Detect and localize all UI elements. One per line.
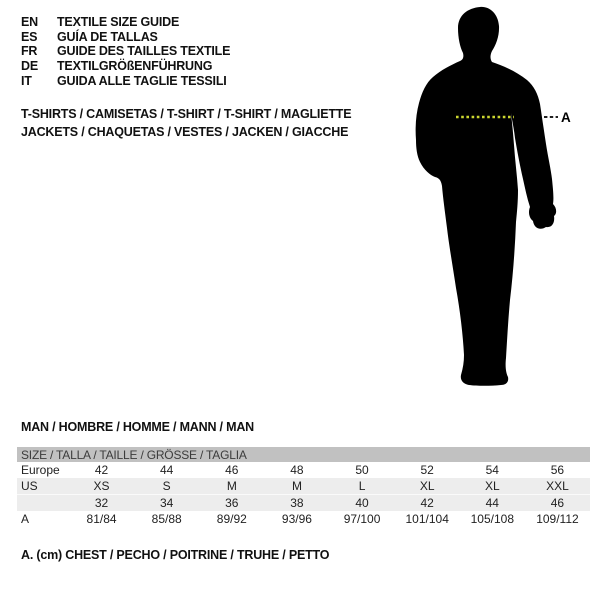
language-code: ES <box>21 29 38 44</box>
language-label: TEXTILGRÖßENFÜHRUNG <box>57 59 213 74</box>
size-table-wrap <box>17 447 590 527</box>
measure-label-a: A <box>561 110 571 125</box>
size-cell: L <box>330 478 395 495</box>
size-cell: M <box>199 478 264 495</box>
size-cell: 109/112 <box>536 512 579 526</box>
size-table <box>17 447 590 527</box>
category-line-tshirts: T-SHIRTS / CAMISETAS / T-SHIRT / T-SHIRT / MAGLIETTE <box>21 107 352 121</box>
language-code: IT <box>21 73 32 88</box>
size-cell: 81/84 <box>86 512 117 526</box>
language-row <box>21 44 230 59</box>
size-cell: 93/96 <box>281 512 312 526</box>
footnote-chest: A. (cm) CHEST / PECHO / POITRINE / TRUHE / PETTO <box>21 548 330 562</box>
row-label <box>17 495 69 512</box>
language-row <box>21 74 230 89</box>
size-cell: 42 <box>94 463 109 477</box>
language-label: GUÍA DE TALLAS <box>57 29 158 44</box>
table-row <box>17 511 590 527</box>
size-cell: 50 <box>355 463 369 477</box>
size-cell: 85/88 <box>151 512 182 526</box>
size-table-header <box>17 447 590 462</box>
row-label: Europe <box>21 463 60 477</box>
size-cell: 54 <box>485 463 499 477</box>
size-cell: 44 <box>160 463 174 477</box>
language-code: DE <box>21 59 38 74</box>
size-figure-svg <box>405 0 580 400</box>
size-cell: 101/104 <box>405 512 449 526</box>
size-cell: XS <box>69 478 134 495</box>
size-cell: 36 <box>199 495 264 512</box>
table-row <box>17 495 590 512</box>
size-cell: 46 <box>225 463 239 477</box>
size-cell: S <box>134 478 199 495</box>
row-label: A <box>21 512 30 526</box>
size-cell: 42 <box>395 495 460 512</box>
size-cell: XL <box>460 478 525 495</box>
language-label: GUIDE DES TAILLES TEXTILE <box>57 44 231 59</box>
language-row <box>21 59 230 74</box>
language-row <box>21 30 230 45</box>
language-code: FR <box>21 44 38 59</box>
size-cell: 48 <box>290 463 304 477</box>
size-cell: 44 <box>460 495 525 512</box>
category-line-jackets: JACKETS / CHAQUETAS / VESTES / JACKEN / GIACCHE <box>21 124 349 139</box>
table-row <box>17 462 590 478</box>
language-row <box>21 15 230 30</box>
size-cell: XXL <box>525 478 590 495</box>
language-label: TEXTILE SIZE GUIDE <box>57 15 180 29</box>
language-label: GUIDA ALLE TAGLIE TESSILI <box>57 73 227 88</box>
size-cell: 97/100 <box>343 512 381 526</box>
size-figure <box>405 0 580 400</box>
size-cell: 32 <box>69 495 134 512</box>
size-cell: 38 <box>264 495 329 512</box>
size-cell: XL <box>395 478 460 495</box>
size-cell: 52 <box>420 463 434 477</box>
size-table-header-label: SIZE / TALLA / TAILLE / GRÖSSE / TAGLIA <box>17 447 590 462</box>
row-label: US <box>17 478 69 495</box>
size-cell: 40 <box>330 495 395 512</box>
language-list <box>21 15 230 89</box>
man-silhouette <box>416 7 557 386</box>
category-list <box>21 106 351 142</box>
size-cell: 34 <box>134 495 199 512</box>
size-cell: 56 <box>550 463 565 477</box>
size-cell: M <box>264 478 329 495</box>
size-cell: 105/108 <box>470 512 514 526</box>
size-cell: 89/92 <box>216 512 247 526</box>
size-cell: 46 <box>525 495 590 512</box>
language-code: EN <box>21 15 38 29</box>
table-row <box>17 478 590 495</box>
section-heading-man: MAN / HOMBRE / HOMME / MANN / MAN <box>21 420 254 434</box>
